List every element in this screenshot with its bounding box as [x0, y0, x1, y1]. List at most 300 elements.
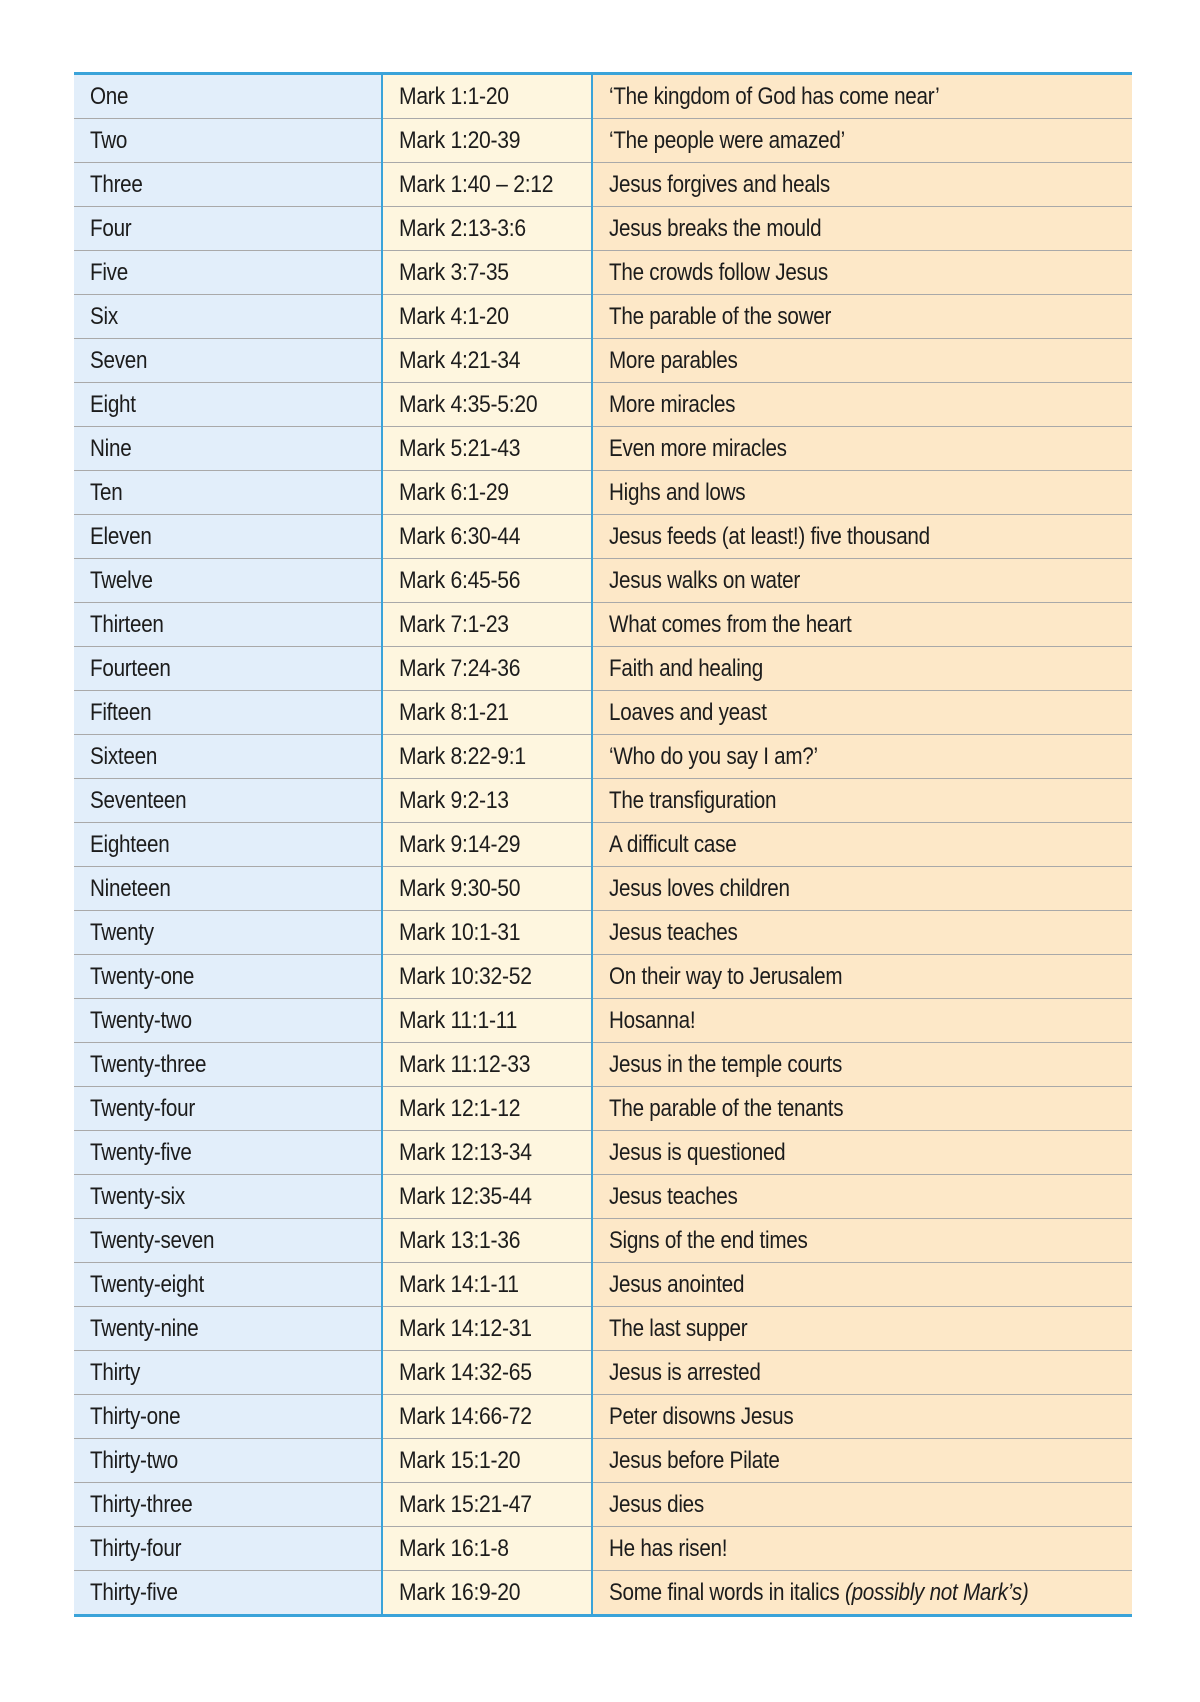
title-cell [592, 207, 1132, 251]
passage-cell-label: Mark 12:13-34 [399, 1138, 532, 1166]
title-cell [592, 74, 1132, 119]
week-cell-text [90, 1402, 181, 1430]
passage-cell-label: Mark 11:1-11 [399, 1006, 518, 1034]
passage-cell [382, 603, 592, 647]
title-cell-label: More parables [609, 346, 738, 374]
passage-cell-text [399, 346, 521, 374]
title-cell-label: The last supper [609, 1314, 748, 1342]
table-row [74, 1219, 1132, 1263]
passage-cell [382, 427, 592, 471]
passage-cell [382, 1175, 592, 1219]
title-cell-label: The crowds follow Jesus [609, 258, 828, 286]
title-cell [592, 1263, 1132, 1307]
title-cell-text [609, 1182, 738, 1210]
table-row [74, 163, 1132, 207]
passage-cell [382, 559, 592, 603]
passage-cell-label: Mark 8:1-21 [399, 698, 509, 726]
passage-cell-label: Mark 9:14-29 [399, 830, 521, 858]
title-cell [592, 867, 1132, 911]
week-cell-text [90, 1578, 178, 1606]
title-cell [592, 295, 1132, 339]
passage-cell-label: Mark 15:21-47 [399, 1490, 532, 1518]
week-cell-text [90, 82, 129, 110]
title-cell [592, 779, 1132, 823]
table-row [74, 911, 1132, 955]
table-row [74, 383, 1132, 427]
table-row [74, 339, 1132, 383]
passage-cell-text [399, 874, 521, 902]
title-cell-text [609, 1314, 748, 1342]
table-row [74, 1527, 1132, 1571]
passage-cell-text [399, 1358, 532, 1386]
passage-cell [382, 119, 592, 163]
passage-cell [382, 295, 592, 339]
passage-cell-label: Mark 5:21-43 [399, 434, 521, 462]
title-cell-label: Highs and lows [609, 478, 746, 506]
passage-cell [382, 911, 592, 955]
week-cell-label: Fifteen [90, 698, 152, 726]
passage-cell-text [399, 390, 538, 418]
week-cell [74, 1043, 382, 1087]
week-cell-label: Thirty-three [90, 1490, 193, 1518]
passage-cell-text [399, 302, 509, 330]
passage-cell-text [399, 962, 532, 990]
title-cell [592, 559, 1132, 603]
week-cell-text [90, 566, 153, 594]
week-cell-label: Twenty [90, 918, 154, 946]
title-cell [592, 119, 1132, 163]
passage-cell [382, 1087, 592, 1131]
title-cell-label: Jesus forgives and heals [609, 170, 830, 198]
reading-plan-table [74, 72, 1132, 1617]
week-cell-text [90, 1534, 182, 1562]
passage-cell-label: Mark 1:1-20 [399, 82, 509, 110]
passage-cell-label: Mark 1:20-39 [399, 126, 521, 154]
week-cell-label: Six [90, 302, 118, 330]
title-cell [592, 955, 1132, 999]
table-row [74, 955, 1132, 999]
title-cell [592, 471, 1132, 515]
week-cell-text [90, 1094, 196, 1122]
week-cell-label: Seventeen [90, 786, 187, 814]
week-cell-text [90, 434, 132, 462]
passage-cell-label: Mark 4:1-20 [399, 302, 509, 330]
week-cell [74, 1571, 382, 1616]
title-cell-label: ‘The people were amazed’ [609, 126, 845, 154]
week-cell-text [90, 170, 143, 198]
passage-cell [382, 383, 592, 427]
week-cell-text [90, 1138, 192, 1166]
title-cell-text [609, 1358, 761, 1386]
passage-cell-text [399, 82, 509, 110]
title-cell-text [609, 1534, 728, 1562]
title-cell-text [609, 786, 777, 814]
week-cell-label: Three [90, 170, 143, 198]
week-cell-label: One [90, 82, 129, 110]
table-row [74, 119, 1132, 163]
week-cell-text [90, 390, 136, 418]
passage-cell-text [399, 1534, 509, 1562]
passage-cell [382, 1351, 592, 1395]
title-cell-text [609, 302, 832, 330]
passage-cell [382, 1439, 592, 1483]
passage-cell [382, 823, 592, 867]
title-cell-label: More miracles [609, 390, 736, 418]
title-cell-label: Some final words in italics [609, 1578, 840, 1606]
title-cell-text [609, 610, 852, 638]
week-cell-label: Thirty-two [90, 1446, 179, 1474]
title-cell-label: Jesus walks on water [609, 566, 801, 594]
passage-cell-label: Mark 3:7-35 [399, 258, 509, 286]
title-cell [592, 1527, 1132, 1571]
passage-cell-label: Mark 14:66-72 [399, 1402, 532, 1430]
passage-cell-text [399, 698, 509, 726]
week-cell-text [90, 610, 164, 638]
title-cell [592, 1439, 1132, 1483]
title-cell [592, 823, 1132, 867]
passage-cell-text [399, 742, 526, 770]
title-cell-text [609, 1050, 843, 1078]
week-cell [74, 383, 382, 427]
title-cell [592, 1219, 1132, 1263]
title-cell-text [609, 1006, 696, 1034]
reading-plan-rows [74, 74, 1132, 1616]
passage-cell [382, 339, 592, 383]
week-cell-label: Sixteen [90, 742, 158, 770]
week-cell [74, 1483, 382, 1527]
passage-cell-text [399, 1138, 532, 1166]
passage-cell [382, 647, 592, 691]
week-cell-label: Seven [90, 346, 148, 374]
table-row [74, 1087, 1132, 1131]
title-cell-label: The parable of the sower [609, 302, 832, 330]
week-cell [74, 1351, 382, 1395]
week-cell-text [90, 962, 195, 990]
week-cell-text [90, 874, 171, 902]
table-row [74, 647, 1132, 691]
title-cell-text [609, 126, 845, 154]
title-cell-text [609, 258, 828, 286]
week-cell [74, 295, 382, 339]
passage-cell [382, 163, 592, 207]
week-cell [74, 251, 382, 295]
title-cell [592, 1087, 1132, 1131]
table-row [74, 999, 1132, 1043]
week-cell-label: Nineteen [90, 874, 171, 902]
week-cell [74, 779, 382, 823]
title-cell [592, 1571, 1132, 1616]
week-cell [74, 339, 382, 383]
week-cell-text [90, 302, 118, 330]
passage-cell-text [399, 1050, 531, 1078]
week-cell [74, 471, 382, 515]
passage-cell [382, 251, 592, 295]
passage-cell [382, 1527, 592, 1571]
title-cell [592, 383, 1132, 427]
passage-cell [382, 1307, 592, 1351]
passage-cell [382, 1219, 592, 1263]
week-cell [74, 1307, 382, 1351]
table-row [74, 295, 1132, 339]
week-cell [74, 427, 382, 471]
title-cell-label: Hosanna! [609, 1006, 696, 1034]
week-cell-text [90, 698, 152, 726]
passage-cell [382, 867, 592, 911]
week-cell-label: Five [90, 258, 128, 286]
passage-cell-label: Mark 9:30-50 [399, 874, 521, 902]
table-row [74, 1131, 1132, 1175]
passage-cell-label: Mark 9:2-13 [399, 786, 509, 814]
passage-cell-label: Mark 10:32-52 [399, 962, 532, 990]
title-cell-text [609, 566, 801, 594]
week-cell [74, 1527, 382, 1571]
week-cell [74, 1439, 382, 1483]
passage-cell-text [399, 478, 509, 506]
title-cell-text [609, 1446, 780, 1474]
week-cell [74, 119, 382, 163]
week-cell-label: Twenty-nine [90, 1314, 199, 1342]
table-row [74, 1175, 1132, 1219]
passage-cell-text [399, 170, 554, 198]
week-cell-text [90, 830, 170, 858]
table-row [74, 1351, 1132, 1395]
passage-cell-text [399, 1314, 532, 1342]
title-cell-text [609, 1578, 1029, 1606]
passage-cell [382, 1571, 592, 1616]
passage-cell-text [399, 1094, 521, 1122]
passage-cell-text [399, 1446, 521, 1474]
title-cell-label: On their way to Jerusalem [609, 962, 843, 990]
title-cell-text [609, 962, 843, 990]
passage-cell [382, 999, 592, 1043]
passage-cell [382, 955, 592, 999]
passage-cell-label: Mark 14:12-31 [399, 1314, 532, 1342]
week-cell [74, 74, 382, 119]
title-cell [592, 163, 1132, 207]
week-cell-label: Fourteen [90, 654, 171, 682]
title-italic-note: (possibly not Mark’s) [844, 1578, 1029, 1606]
title-cell-text [609, 170, 830, 198]
title-cell-label: Jesus is arrested [609, 1358, 761, 1386]
table-row [74, 1439, 1132, 1483]
title-cell-text [609, 478, 746, 506]
title-cell-label: The parable of the tenants [609, 1094, 844, 1122]
week-cell-text [90, 478, 123, 506]
table-row [74, 823, 1132, 867]
week-cell-text [90, 1314, 199, 1342]
passage-cell-label: Mark 11:12-33 [399, 1050, 531, 1078]
week-cell-text [90, 522, 152, 550]
passage-cell-label: Mark 12:35-44 [399, 1182, 532, 1210]
passage-cell-text [399, 566, 521, 594]
week-cell [74, 955, 382, 999]
table-row [74, 603, 1132, 647]
title-cell-label: Jesus teaches [609, 918, 738, 946]
week-cell-label: Twenty-five [90, 1138, 192, 1166]
title-cell [592, 1483, 1132, 1527]
week-cell-label: Four [90, 214, 132, 242]
table-row [74, 1483, 1132, 1527]
title-cell-label: Faith and healing [609, 654, 763, 682]
week-cell-text [90, 214, 132, 242]
week-cell-text [90, 1182, 185, 1210]
title-cell-text [609, 214, 822, 242]
passage-cell [382, 1131, 592, 1175]
week-cell [74, 559, 382, 603]
passage-cell [382, 515, 592, 559]
week-cell-label: Thirty-four [90, 1534, 182, 1562]
week-cell-label: Thirty-five [90, 1578, 178, 1606]
week-cell [74, 1175, 382, 1219]
title-cell-text [609, 82, 940, 110]
passage-cell [382, 691, 592, 735]
week-cell-label: Thirty-one [90, 1402, 181, 1430]
passage-cell-text [399, 258, 509, 286]
passage-cell-text [399, 918, 521, 946]
passage-cell-label: Mark 16:1-8 [399, 1534, 509, 1562]
title-cell-label: Even more miracles [609, 434, 787, 462]
title-cell-text [609, 1402, 794, 1430]
week-cell-label: Thirteen [90, 610, 164, 638]
title-cell-label: Signs of the end times [609, 1226, 808, 1254]
passage-cell-text [399, 830, 521, 858]
title-cell-text [609, 346, 738, 374]
week-cell-text [90, 1446, 179, 1474]
title-cell [592, 251, 1132, 295]
title-cell-label: ‘The kingdom of God has come near’ [609, 82, 940, 110]
title-cell-text [609, 742, 818, 770]
title-cell-text [609, 1270, 745, 1298]
title-cell-label: What comes from the heart [609, 610, 852, 638]
week-cell [74, 999, 382, 1043]
passage-cell-text [399, 1270, 519, 1298]
title-cell [592, 1175, 1132, 1219]
passage-cell [382, 207, 592, 251]
table-row [74, 559, 1132, 603]
title-cell-label: Loaves and yeast [609, 698, 767, 726]
week-cell-label: Twenty-seven [90, 1226, 215, 1254]
week-cell [74, 823, 382, 867]
passage-cell-text [399, 654, 521, 682]
week-cell [74, 1131, 382, 1175]
week-cell-text [90, 918, 154, 946]
passage-cell-label: Mark 14:32-65 [399, 1358, 532, 1386]
week-cell-text [90, 1226, 215, 1254]
week-cell [74, 1263, 382, 1307]
title-cell [592, 427, 1132, 471]
passage-cell [382, 471, 592, 515]
week-cell-text [90, 786, 187, 814]
passage-cell-text [399, 610, 509, 638]
title-cell-text [609, 1490, 704, 1518]
title-cell-label: Jesus feeds (at least!) five thousand [609, 522, 930, 550]
title-cell-text [609, 522, 930, 550]
week-cell [74, 1219, 382, 1263]
title-cell [592, 603, 1132, 647]
title-cell [592, 691, 1132, 735]
passage-cell-text [399, 434, 521, 462]
week-cell-text [90, 1270, 204, 1298]
title-cell-label: Jesus dies [609, 1490, 704, 1518]
week-cell [74, 1087, 382, 1131]
passage-cell-text [399, 1578, 521, 1606]
passage-cell-label: Mark 6:45-56 [399, 566, 521, 594]
passage-cell [382, 735, 592, 779]
passage-cell [382, 1483, 592, 1527]
title-cell-text [609, 918, 738, 946]
title-cell-text [609, 698, 767, 726]
week-cell [74, 163, 382, 207]
table-row [74, 735, 1132, 779]
title-cell-label: ‘Who do you say I am?’ [609, 742, 818, 770]
passage-cell [382, 1395, 592, 1439]
passage-cell-text [399, 786, 509, 814]
title-cell-text [609, 1094, 844, 1122]
week-cell-text [90, 126, 128, 154]
passage-cell-label: Mark 14:1-11 [399, 1270, 519, 1298]
passage-cell-text [399, 126, 521, 154]
passage-cell-label: Mark 2:13-3:6 [399, 214, 526, 242]
week-cell-label: Twenty-eight [90, 1270, 204, 1298]
passage-cell-label: Mark 7:1-23 [399, 610, 509, 638]
passage-cell-label: Mark 15:1-20 [399, 1446, 521, 1474]
passage-cell-text [399, 1402, 532, 1430]
week-cell [74, 735, 382, 779]
passage-cell [382, 779, 592, 823]
title-cell [592, 647, 1132, 691]
table-row [74, 779, 1132, 823]
passage-cell-text [399, 214, 526, 242]
title-cell-text [609, 654, 763, 682]
passage-cell-label: Mark 7:24-36 [399, 654, 521, 682]
title-cell [592, 515, 1132, 559]
title-cell [592, 339, 1132, 383]
title-cell-label: Jesus before Pilate [609, 1446, 780, 1474]
title-cell-text [609, 1226, 808, 1254]
table-row [74, 515, 1132, 559]
passage-cell-text [399, 1182, 532, 1210]
title-cell-label: Jesus is questioned [609, 1138, 786, 1166]
table-row [74, 1307, 1132, 1351]
title-cell-label: Jesus anointed [609, 1270, 745, 1298]
title-cell-label: Jesus breaks the mould [609, 214, 822, 242]
week-cell-text [90, 346, 148, 374]
title-cell-label: Jesus teaches [609, 1182, 738, 1210]
week-cell-label: Twenty-six [90, 1182, 185, 1210]
week-cell-text [90, 1050, 207, 1078]
passage-cell-label: Mark 1:40 – 2:12 [399, 170, 554, 198]
week-cell-text [90, 1490, 193, 1518]
week-cell-text [90, 654, 171, 682]
title-cell [592, 735, 1132, 779]
week-cell-label: Thirty [90, 1358, 141, 1386]
title-cell-text [609, 434, 787, 462]
table-row [74, 471, 1132, 515]
table-row [74, 1263, 1132, 1307]
title-cell-label: Jesus loves children [609, 874, 790, 902]
week-cell-text [90, 258, 128, 286]
week-cell-label: Eighteen [90, 830, 170, 858]
passage-cell-text [399, 1006, 518, 1034]
week-cell-label: Twenty-three [90, 1050, 207, 1078]
week-cell [74, 647, 382, 691]
title-cell-text [609, 874, 790, 902]
passage-cell-label: Mark 16:9-20 [399, 1578, 521, 1606]
passage-cell-text [399, 522, 521, 550]
passage-cell [382, 1043, 592, 1087]
title-cell [592, 1395, 1132, 1439]
table-row [74, 1571, 1132, 1616]
